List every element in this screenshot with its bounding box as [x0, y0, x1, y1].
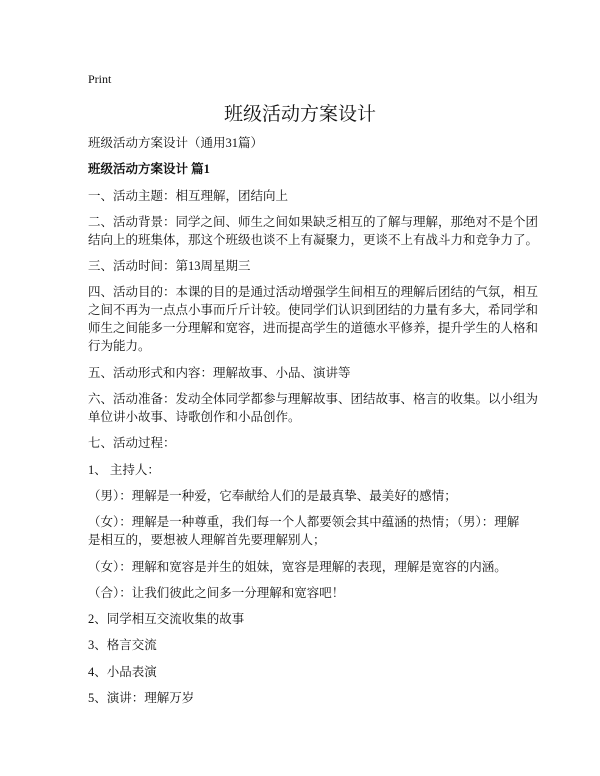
paragraph-line: （女）：理解和宽容是并生的姐妹，宽容是理解的表现，理解是宽容的内涵。 — [88, 559, 507, 574]
paragraph-line: 4、小品表演 — [88, 664, 157, 679]
paragraph — [88, 558, 548, 576]
paragraph-line: 五、活动形式和内容：理解故事、小品、演讲等 — [88, 365, 351, 380]
paragraph — [88, 636, 548, 654]
paragraph — [88, 461, 548, 479]
section-heading — [88, 160, 548, 178]
paragraph — [88, 283, 548, 355]
paragraph-line: 单位讲小故事、诗歌创作和小品创作。 — [88, 410, 301, 425]
paragraph — [88, 257, 548, 275]
document-title: 班级活动方案设计 — [223, 104, 376, 125]
paragraph-line: 是相互的，要想被人理解首先要理解别人； — [88, 533, 326, 548]
paragraph — [88, 513, 548, 549]
paragraph — [88, 134, 548, 152]
paragraph — [88, 663, 548, 681]
paragraph-line: （男）：理解是一种爱，它奉献给人们的是最真挚、最美好的感情； — [88, 488, 457, 503]
paragraph-line: 班级活动方案设计（通用31篇） — [88, 136, 264, 150]
document-body — [88, 134, 548, 707]
paragraph-line: 2、同学相互交流收集的故事 — [88, 612, 245, 627]
paragraph-line: 行为能力。 — [88, 339, 151, 354]
paragraph-line: 四、活动目的：本课的目的是通过活动增强学生间相互的理解后团结的气氛，相互 — [88, 285, 539, 300]
paragraph — [88, 213, 548, 249]
paragraph-line: 一、活动主题：相互理解，团结向上 — [88, 188, 289, 203]
paragraph-line: 1、 主持人： — [88, 462, 160, 477]
paragraph — [88, 689, 548, 707]
paragraph — [88, 610, 548, 628]
paragraph-line: 三、活动时间：第13周星期三 — [88, 259, 251, 274]
paragraph-line: 六、活动准备：发动全体同学都参与理解故事、团结故事、格言的收集。以小组为 — [88, 392, 539, 407]
paragraph — [88, 434, 548, 452]
document-page — [88, 70, 548, 715]
paragraph — [88, 390, 548, 426]
paragraph-line: （女）：理解是一种尊重，我们每一个人都要领会其中蕴涵的热情；（男）：理解 — [88, 515, 520, 530]
paragraph-line: 师生之间能多一分理解和宽容，进而提高学生的道德水平修养，提升学生的人格和 — [88, 321, 539, 336]
paragraph-line: 二、活动背景：同学之间、师生之间如果缺乏相互的了解与理解，那绝对不是个团 — [88, 214, 539, 229]
paragraph-line: 3、格言交流 — [88, 638, 157, 653]
paragraph — [88, 487, 548, 505]
paragraph-line: （合）：让我们彼此之间多一分理解和宽容吧！ — [88, 585, 345, 600]
paragraph — [88, 584, 548, 602]
print-link[interactable]: Print — [88, 72, 112, 86]
paragraph-line: 5、演讲：理解万岁 — [88, 691, 195, 706]
paragraph-line: 班级活动方案设计 篇1 — [88, 162, 210, 177]
paragraph — [88, 187, 548, 205]
paragraph-line: 七、活动过程： — [88, 436, 176, 451]
paragraph-line: 结向上的班集体，那这个班级也谈不上有凝聚力，更谈不上有战斗力和竞争力了。 — [88, 232, 539, 247]
paragraph — [88, 364, 548, 382]
paragraph-line: 之间不再为一点点小事而斤斤计较。使同学们认识到团结的力量有多大，希同学和 — [88, 303, 539, 318]
